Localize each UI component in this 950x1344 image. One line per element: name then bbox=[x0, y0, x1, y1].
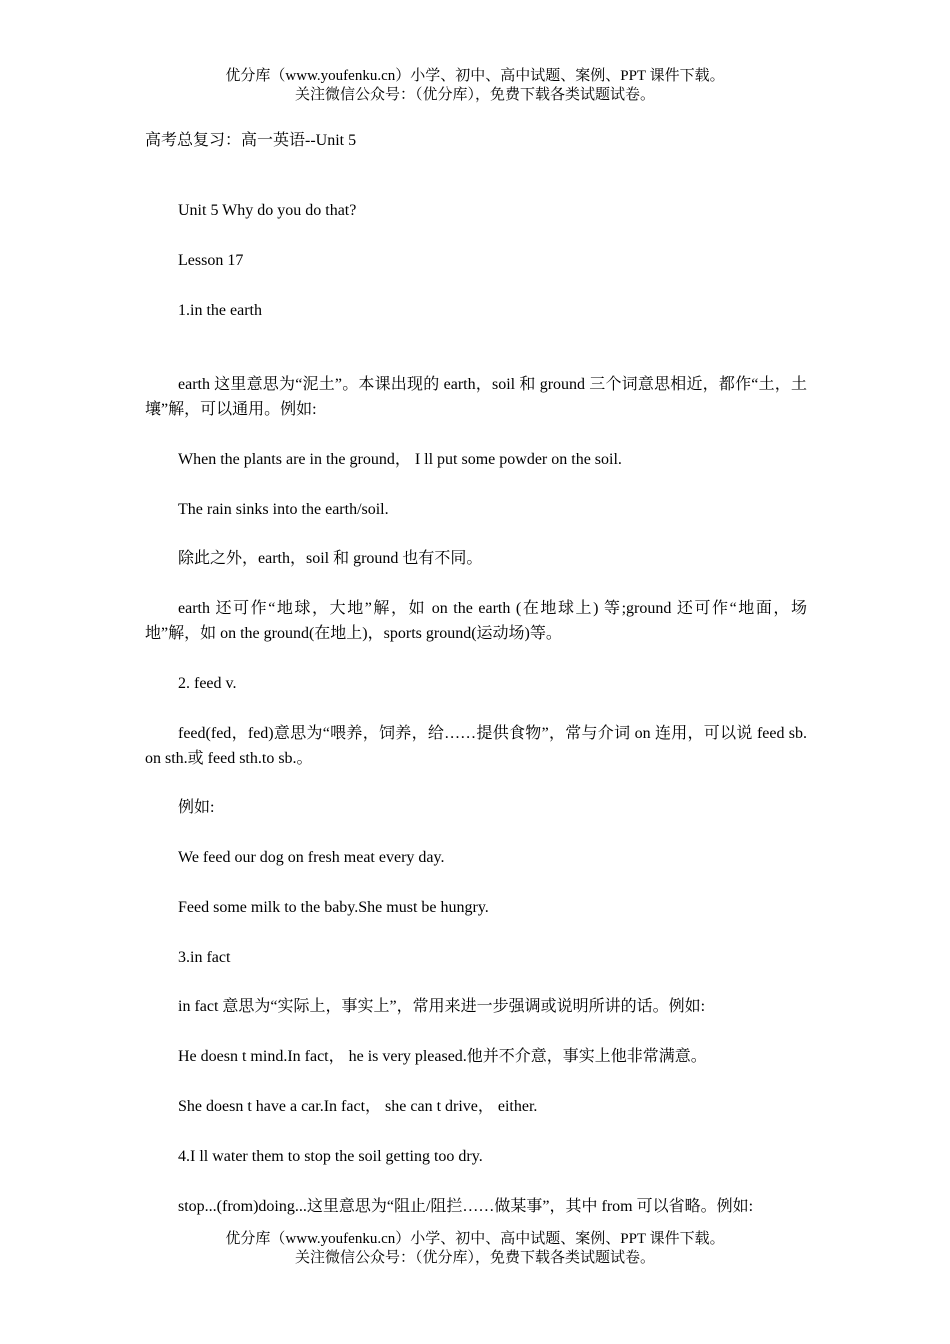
item1-paragraph-2: earth 还可作“地球，大地”解，如 on the earth (在地球上) 等;ground 还可作“地面，场地”解，如 on the ground(在地上)，sports ground(运动场)等。 bbox=[145, 600, 807, 642]
item3-example-2: She doesn t have a car.In fact， she can t drive， either. bbox=[178, 1098, 538, 1115]
item1-note: 除此之外，earth，soil 和 ground 也有不同。 bbox=[178, 550, 483, 567]
footer-line-1: 优分库（www.youfenku.cn）小学、初中、高中试题、案例、PPT 课件下载。 bbox=[225, 1231, 725, 1247]
header-line-1: 优分库（www.youfenku.cn）小学、初中、高中试题、案例、PPT 课件下载。 bbox=[225, 68, 725, 84]
item4-heading: 4.I ll water them to stop the soil getting too dry. bbox=[178, 1148, 483, 1165]
item2-heading: 2. feed v. bbox=[178, 675, 237, 692]
item2-example-label: 例如: bbox=[178, 799, 215, 816]
item3-heading: 3.in fact bbox=[178, 949, 231, 966]
item4-paragraph: stop...(from)doing...这里意思为“阻止/阻拦……做某事”，其中 from 可以省略。例如: bbox=[178, 1198, 754, 1215]
page-header bbox=[0, 67, 950, 105]
item1-heading: 1.in the earth bbox=[178, 302, 262, 319]
footer-line-2: 关注微信公众号：（优分库），免费下载各类试题试卷。 bbox=[294, 1250, 655, 1266]
item1-example-2: The rain sinks into the earth/soil. bbox=[178, 501, 389, 518]
document-title: 高考总复习：高一英语--Unit 5 bbox=[145, 132, 357, 149]
item3-paragraph: in fact 意思为“实际上，事实上”，常用来进一步强调或说明所讲的话。例如: bbox=[178, 998, 706, 1015]
item2-example-2: Feed some milk to the baby.She must be hungry. bbox=[178, 899, 489, 916]
item2-paragraph: feed(fed，fed)意思为“喂养，饲养，给……提供食物”，常与介词 on 连用，可以说 feed sb. on sth.或 feed sth.to sb.。 bbox=[145, 725, 807, 767]
item1-paragraph: earth 这里意思为“泥土”。本课出现的 earth，soil 和 ground 三个词意思相近，都作“土，土壤”解，可以通用。例如: bbox=[145, 376, 807, 418]
unit-title: Unit 5 Why do you do that? bbox=[178, 202, 357, 219]
item1-example-1: When the plants are in the ground， I ll put some powder on the soil. bbox=[178, 451, 622, 468]
lesson-title: Lesson 17 bbox=[178, 252, 244, 269]
item3-example-1: He doesn t mind.In fact， he is very pleased.他并不介意，事实上他非常满意。 bbox=[178, 1048, 707, 1065]
page-footer bbox=[0, 1230, 950, 1268]
header-line-2: 关注微信公众号：（优分库），免费下载各类试题试卷。 bbox=[294, 87, 655, 103]
item2-example-1: We feed our dog on fresh meat every day. bbox=[178, 849, 445, 866]
